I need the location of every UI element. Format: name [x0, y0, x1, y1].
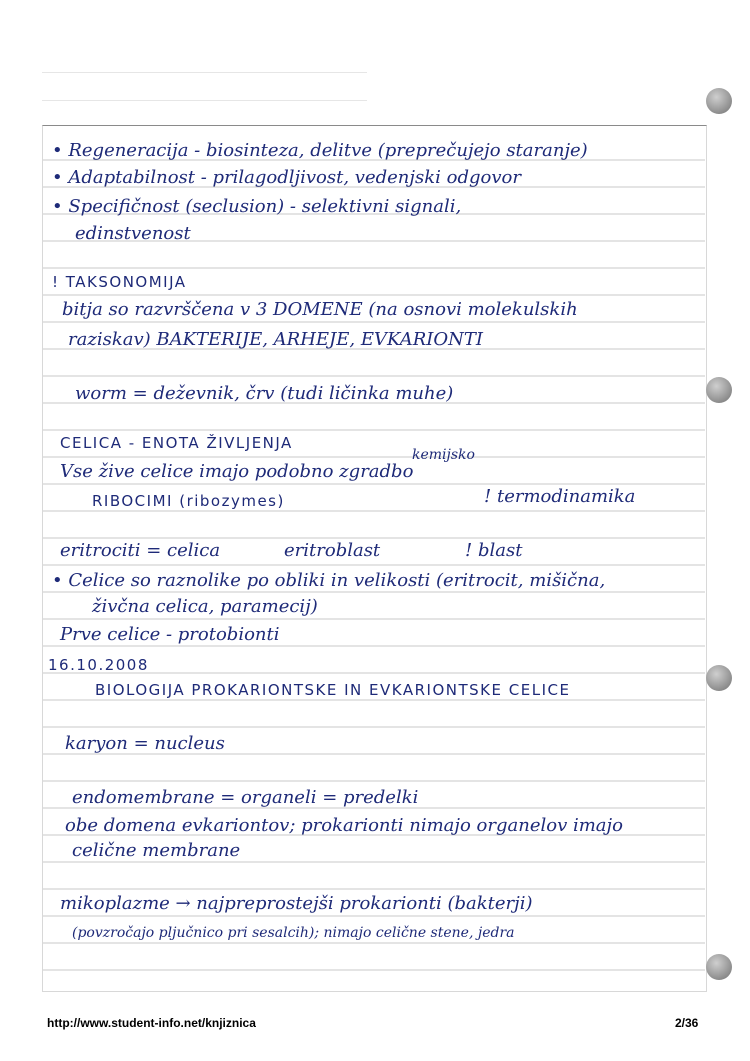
punch-hole [706, 665, 732, 691]
note-line: mikoplazme → najpreprostejši prokarionti (bakterji) [60, 893, 533, 914]
note-line: • Specifičnost (seclusion) - selektivni signali, [52, 196, 462, 217]
section-heading: BIOLOGIJA PROKARIONTSKE IN EVKARIONTSKE CELICE [95, 681, 571, 699]
punch-hole [706, 954, 732, 980]
annotation: ! blast [465, 540, 523, 561]
page-number: 2/36 [675, 1016, 699, 1030]
footer-url: http://www.student-info.net/knjiznica [47, 1016, 256, 1030]
note-line: raziskav) BAKTERIJE, ARHEJE, EVKARIONTI [68, 329, 483, 350]
note-line: karyon = nucleus [65, 733, 225, 754]
note-line: (povzročajo pljučnico pri sesalcih); nimajo celične stene, jedra [72, 925, 515, 941]
annotation: kemijsko [412, 447, 475, 463]
note-line: • Regeneracija - biosinteza, delitve (preprečujejo staranje) [52, 140, 588, 161]
note-line: edinstvenost [75, 223, 191, 244]
note-line: • Celice so raznolike po obliki in velikosti (eritrocit, mišična, [52, 570, 606, 591]
note-line: obe domena evkariontov; prokarionti nimajo organelov imajo [65, 815, 623, 836]
date: 16.10.2008 [48, 656, 149, 674]
note-line: Vse žive celice imajo podobno zgradbo [60, 461, 414, 482]
note-line: • Adaptabilnost - prilagodljivost, vedenjski odgovor [52, 167, 521, 188]
note-line: eritrociti = celica [60, 540, 221, 561]
note-line: eritroblast [284, 540, 381, 561]
annotation: ! termodinamika [484, 486, 636, 507]
note-line: živčna celica, paramecij) [92, 596, 318, 617]
note-line: bitja so razvrščena v 3 DOMENE (na osnovi molekulskih [62, 299, 578, 320]
note-line: worm = deževnik, črv (tudi ličinka muhe) [75, 383, 454, 404]
note-line: endomembrane = organeli = predelki [72, 787, 419, 808]
note-line: Prve celice - protobionti [60, 624, 280, 645]
section-heading: ! TAKSONOMIJA [52, 273, 187, 291]
section-heading: CELICA - ENOTA ŽIVLJENJA [60, 434, 293, 452]
note-line: celične membrane [72, 840, 241, 861]
punch-hole [706, 88, 732, 114]
note-line: RIBOCIMI (ribozymes) [92, 492, 285, 510]
punch-hole [706, 377, 732, 403]
